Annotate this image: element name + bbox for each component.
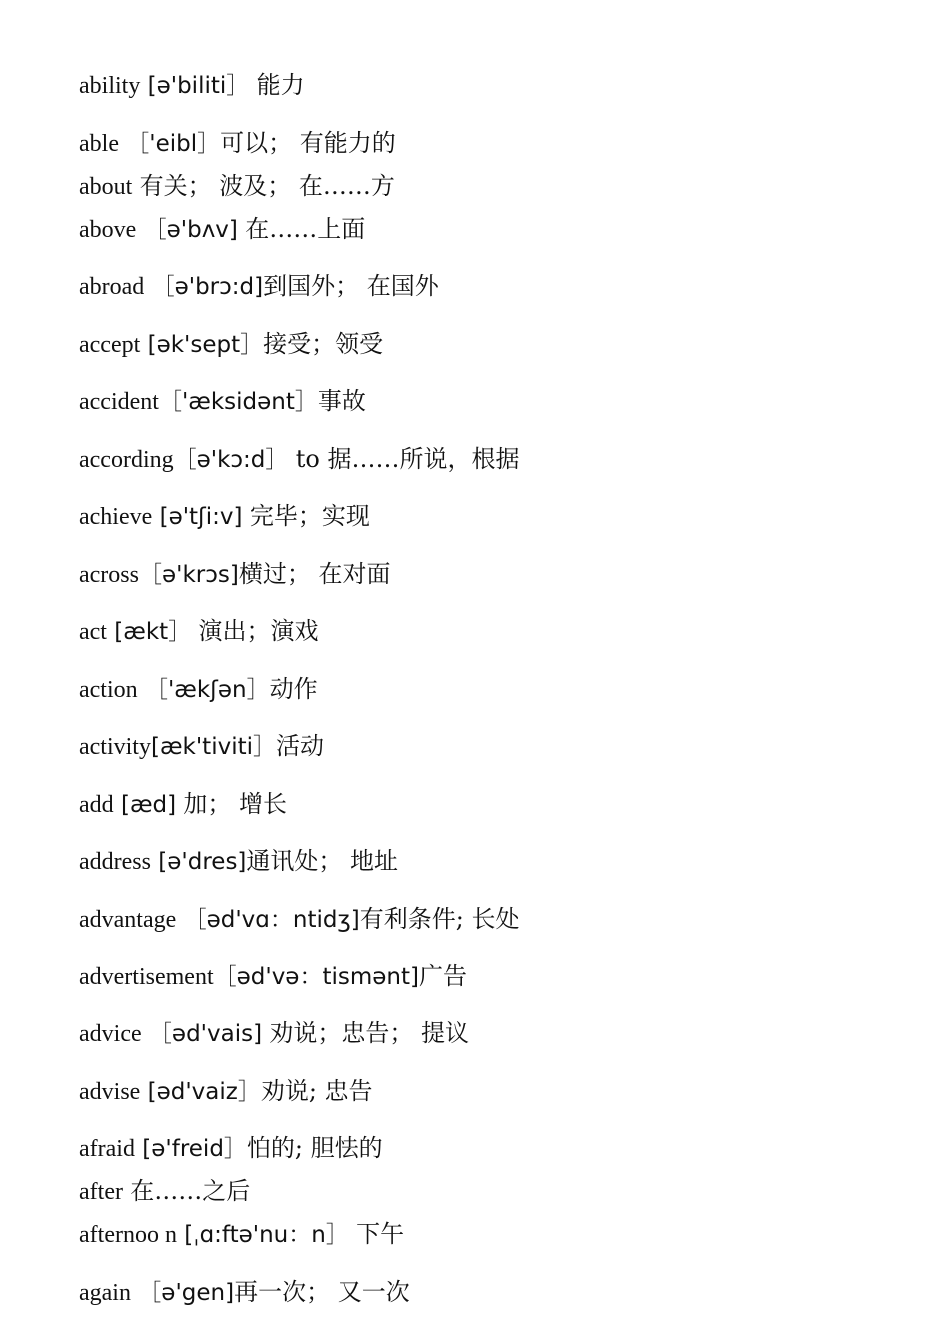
entry-word: after: [79, 1179, 123, 1205]
entry-meaning: 可以； 有能力的: [220, 129, 396, 157]
entry-meaning: 到国外； 在国外: [263, 272, 439, 300]
entry-meaning: 横过； 在对面: [238, 560, 391, 588]
entry-meaning: 完毕；实现: [249, 502, 370, 530]
entry-meaning: 下午: [356, 1220, 405, 1248]
entry-phonetic: [ə'biliti］: [140, 73, 257, 99]
entry-phonetic: ［'ækʃən］: [137, 677, 270, 703]
entry-meaning: 事故: [317, 387, 366, 415]
entry-accident: [79, 387, 366, 415]
entry-meaning: 广告: [418, 962, 467, 990]
entry-phonetic: ［əd'və：tismənt]: [213, 964, 419, 990]
entry-phonetic: ［əd'vais]: [141, 1021, 270, 1047]
entry-word: advertisement: [79, 964, 214, 990]
entry-advise: [79, 1077, 373, 1105]
entry-word: achieve: [79, 504, 153, 530]
entry-able: [79, 129, 396, 157]
entry-act: [79, 617, 319, 645]
entry-word: add: [79, 792, 114, 818]
entry-afraid: [79, 1134, 383, 1162]
entry-advice: [79, 1019, 469, 1047]
entry-phonetic: ［ə'brɔ:d]: [144, 274, 264, 300]
entry-meaning: 有关； 波及； 在……方: [139, 172, 395, 200]
entry-add: [79, 790, 287, 818]
entry-meaning: 加； 增长: [183, 790, 288, 818]
entry-phonetic: [æk'tiviti］: [150, 734, 277, 760]
entry-phonetic: [ə'freid］: [134, 1136, 247, 1162]
entry-word: ability: [79, 73, 141, 99]
entry-meaning: to 据……所说，根据: [295, 445, 520, 473]
entry-word: able: [79, 131, 119, 157]
entry-meaning: 能力: [256, 71, 305, 99]
entry-phonetic: ［ə'bʌv]: [136, 217, 246, 243]
entry-phonetic: [132, 174, 139, 200]
entry-word: advantage: [79, 907, 177, 933]
entry-about: [79, 172, 395, 200]
entry-afternoon: [79, 1220, 404, 1248]
entry-word: advice: [79, 1021, 142, 1047]
entry-meaning: 在……上面: [245, 215, 366, 243]
entry-achieve: [79, 502, 370, 530]
entry-meaning: 有利条件; 长处: [359, 905, 520, 933]
entry-word: abroad: [79, 274, 145, 300]
entry-after: [79, 1177, 250, 1205]
entry-word: afternoo n: [79, 1222, 177, 1248]
entry-phonetic: ［ə'krɔs]: [138, 562, 239, 588]
entry-word: advise: [79, 1079, 141, 1105]
entry-phonetic: ［'eibl］: [118, 131, 221, 157]
entry-meaning: 劝说；忠告； 提议: [269, 1019, 470, 1047]
entry-phonetic: ［'æksidənt］: [158, 389, 318, 415]
entry-word: accident: [79, 389, 159, 415]
entry-phonetic: ［ə'kɔ:d］: [173, 447, 296, 473]
entry-word: again: [79, 1280, 131, 1306]
entry-meaning: 演出；演戏: [198, 617, 319, 645]
entry-meaning: 再一次； 又一次: [234, 1278, 410, 1306]
entry-meaning: 动作: [269, 675, 318, 703]
entry-word: action: [79, 677, 138, 703]
entry-meaning: 接受；领受: [263, 330, 384, 358]
entry-address: [79, 847, 398, 875]
entry-phonetic: [ə'dres]: [150, 849, 247, 875]
entry-accept: [79, 330, 383, 358]
entry-advantage: [79, 905, 519, 933]
entry-phonetic: ［ə'gen]: [130, 1280, 235, 1306]
entry-again: [79, 1278, 410, 1306]
entry-word: according: [79, 447, 174, 473]
entry-meaning: 在……之后: [130, 1177, 251, 1205]
entry-according: [79, 445, 519, 473]
entry-advertisement: [79, 962, 467, 990]
entry-abroad: [79, 272, 439, 300]
entry-phonetic: [ək'sept］: [140, 332, 264, 358]
entry-phonetic: [əd'vaiz］: [140, 1079, 261, 1105]
entry-phonetic: [æd]: [113, 792, 184, 818]
entry-ability: [79, 71, 305, 99]
entry-activity: [79, 732, 324, 760]
entry-word: activity: [79, 734, 151, 760]
entry-word: act: [79, 619, 107, 645]
entry-phonetic: [ə'tʃi:v]: [152, 504, 250, 530]
entry-word: across: [79, 562, 139, 588]
entry-meaning: 怕的; 胆怯的: [246, 1134, 383, 1162]
entry-meaning: 通讯处； 地址: [246, 847, 399, 875]
entry-across: [79, 560, 390, 588]
entry-phonetic: ［əd'vɑ：ntidʒ]: [176, 907, 360, 933]
entry-word: about: [79, 174, 133, 200]
entry-meaning: 活动: [276, 732, 325, 760]
entry-word: address: [79, 849, 151, 875]
entry-word: afraid: [79, 1136, 135, 1162]
entry-phonetic: [ˌɑ:ftə'nu：n］: [176, 1222, 357, 1248]
entry-above: [79, 215, 365, 243]
entry-word: accept: [79, 332, 141, 358]
entry-word: above: [79, 217, 137, 243]
entry-meaning: 劝说; 忠告: [260, 1077, 373, 1105]
entry-action: [79, 675, 318, 703]
entry-phonetic: [ækt］: [106, 619, 199, 645]
